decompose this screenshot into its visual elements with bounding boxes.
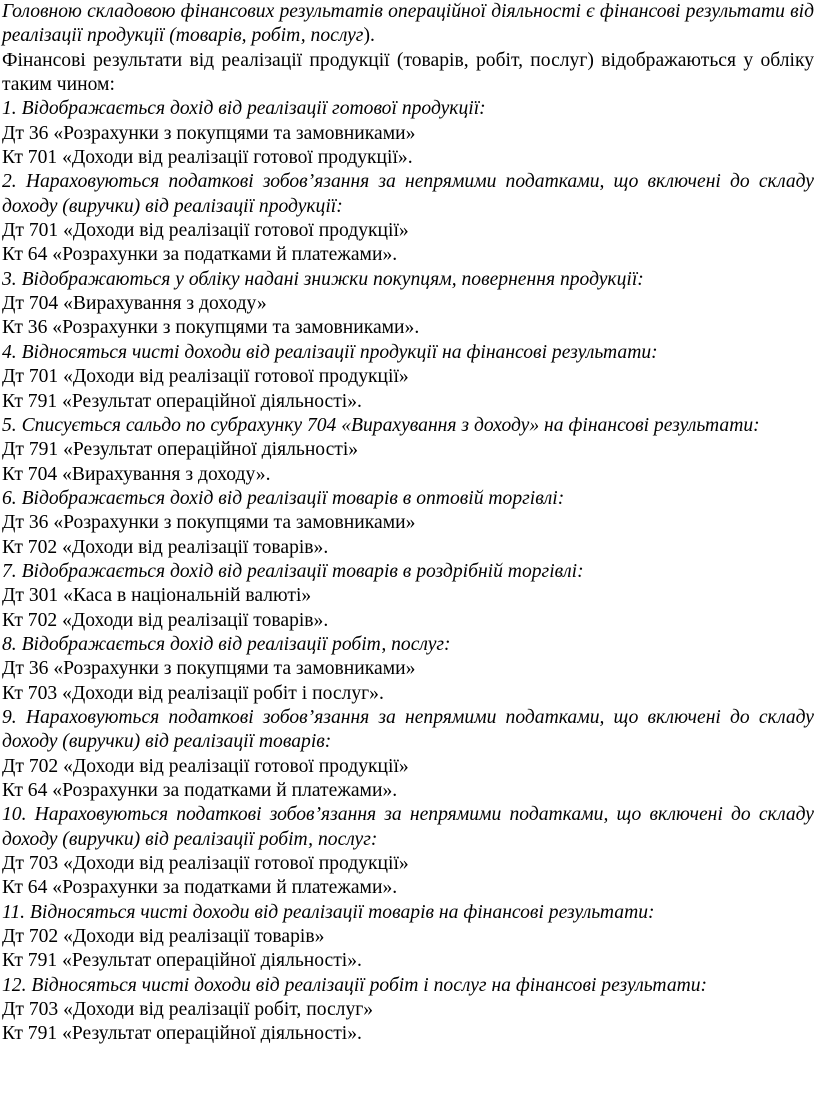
entry-3-debit: Дт 704 «Вирахування з доходу» (2, 293, 267, 315)
entry-10-credit: Кт 64 «Розрахунки за податками й платежами». (2, 877, 398, 899)
entry-10-heading: 10. Нараховуються податкові зобов’язання за непрямими податками, що включені до складу доходу (виручки) від реалізації робіт, послуг: (2, 804, 814, 850)
entry-2-credit: Кт 64 «Розрахунки за податками й платежами». (2, 244, 398, 266)
entry-1-credit: Кт 701 «Доходи від реалізації готової продукції». (2, 147, 413, 169)
entry-2-heading: 2. Нараховуються податкові зобов’язання за непрямими податками, що включені до складу доходу (виручки) від реалізації продукції: (2, 171, 814, 217)
entry-6-heading: 6. Відображається дохід від реалізації товарів в оптовій торгівлі: (2, 487, 565, 509)
intro-tail: ). (363, 25, 375, 47)
entry-4-debit: Дт 701 «Доходи від реалізації готової продукції» (2, 366, 409, 388)
entry-11-credit: Кт 791 «Результат операційної діяльності». (2, 950, 362, 972)
entry-4-heading: 4. Відносяться чисті доходи від реалізації продукції на фінансові результати: (2, 341, 658, 363)
entry-8-credit: Кт 703 «Доходи від реалізації робіт і послуг». (2, 682, 384, 704)
entry-9-heading: 9. Нараховуються податкові зобов’язання за непрямими податками, що включені до складу доходу (виручки) від реалізації товарів: (2, 706, 814, 753)
entry-12-heading: 12. Відносяться чисті доходи від реалізації робіт і послуг на фінансові результати: (2, 974, 708, 996)
intro-paragraph (2, 0, 814, 49)
entry-12-credit: Кт 791 «Результат операційної діяльності». (2, 1023, 362, 1045)
entry-9-credit: Кт 64 «Розрахунки за податками й платежами». (2, 780, 398, 801)
entry-11-debit: Дт 702 «Доходи від реалізації товарів» (2, 926, 325, 948)
intro-italic-text: Головною складовою фінансових результатів операційної діяльності є фінансові результати від реалізації продукції (товарів, робіт, послуг (2, 1, 814, 47)
entry-7-heading: 7. Відображається дохід від реалізації товарів в роздрібній торгівлі: (2, 560, 584, 582)
entry-1-heading: 1. Відображається дохід від реалізації готової продукції: (2, 98, 486, 120)
entry-11-heading: 11. Відносяться чисті доходи від реалізації товарів на фінансові результати: (2, 901, 655, 923)
lead-paragraph: Фінансові результати від реалізації продукції (товарів, робіт, послуг) відображаються у обліку таким чином: (2, 49, 814, 96)
entry-7-debit: Дт 301 «Каса в національній валюті» (2, 585, 312, 607)
entry-1-debit: Дт 36 «Розрахунки з покупцями та замовниками» (2, 122, 416, 144)
entry-3-credit: Кт 36 «Розрахунки з покупцями та замовниками». (2, 317, 420, 339)
entry-6-credit: Кт 702 «Доходи від реалізації товарів». (2, 536, 329, 558)
entry-12-debit: Дт 703 «Доходи від реалізації робіт, послуг» (2, 999, 374, 1021)
entry-7-credit: Кт 702 «Доходи від реалізації товарів». (2, 609, 329, 631)
entry-3-heading: 3. Відображаються у обліку надані знижки покупцям, повернення продукції: (2, 268, 644, 290)
entry-5-heading: 5. Списується сальдо по субрахунку 704 «Вирахування з доходу» на фінансові результати: (2, 414, 760, 436)
entry-5-credit: Кт 704 «Вирахування з доходу». (2, 463, 271, 485)
entry-4-credit: Кт 791 «Результат операційної діяльності». (2, 390, 362, 412)
entry-10-debit: Дт 703 «Доходи від реалізації готової продукції» (2, 853, 409, 875)
entry-8-heading: 8. Відображається дохід від реалізації робіт, послуг: (2, 633, 451, 655)
entry-8-debit: Дт 36 «Розрахунки з покупцями та замовниками» (2, 658, 416, 680)
entry-5-debit: Дт 791 «Результат операційної діяльності» (2, 439, 359, 461)
entry-9-debit: Дт 702 «Доходи від реалізації готової продукції» (2, 755, 409, 777)
entry-2-debit: Дт 701 «Доходи від реалізації готової продукції» (2, 220, 409, 242)
entry-6-debit: Дт 36 «Розрахунки з покупцями та замовниками» (2, 512, 416, 534)
